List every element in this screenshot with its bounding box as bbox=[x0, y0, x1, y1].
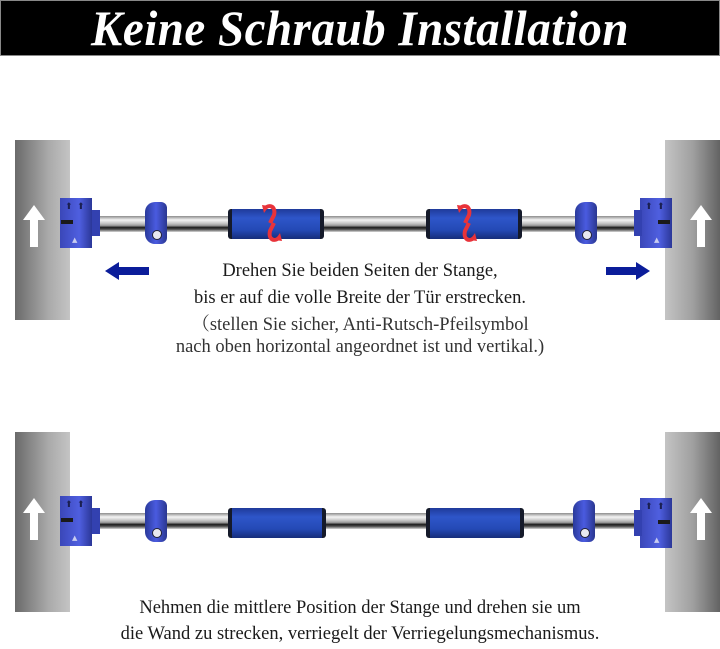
note-line-1: （stellen Sie sicher, Anti-Rutsch-Pfeilsymbol bbox=[191, 315, 529, 335]
instruction-line-2: die Wand zu strecken, verriegelt der Verriegelungsmechanismus. bbox=[120, 624, 600, 644]
up-arrow-icon bbox=[23, 205, 45, 247]
up-arrow-icon bbox=[690, 498, 712, 540]
instruction-line-1: Drehen Sie beiden Seiten der Stange, bbox=[222, 261, 498, 281]
rotate-icon bbox=[260, 203, 284, 243]
right-foam-grip bbox=[426, 508, 524, 538]
pull-up-bar-rod bbox=[95, 216, 635, 232]
title-banner bbox=[0, 0, 720, 56]
up-arrow-icon bbox=[690, 205, 712, 247]
rotate-icon bbox=[455, 203, 479, 243]
left-lock-collar bbox=[145, 202, 167, 244]
right-wall-mount: ⬆ ⬆ ▲ bbox=[640, 198, 672, 248]
left-mount-neck bbox=[92, 210, 100, 236]
page-title: Keine Schraub Installation bbox=[91, 1, 629, 57]
right-lock-collar bbox=[575, 202, 597, 244]
right-lock-collar bbox=[573, 500, 595, 542]
left-foam-grip bbox=[228, 508, 326, 538]
instruction-line-1: Nehmen die mittlere Position der Stange und drehen sie um bbox=[139, 598, 581, 618]
left-wall-mount: ⬆ ⬆ ▲ bbox=[60, 496, 92, 546]
pull-up-bar-rod bbox=[95, 513, 635, 529]
up-arrow-icon bbox=[23, 498, 45, 540]
right-mount-neck bbox=[634, 210, 642, 236]
instruction-line-2: bis er auf die volle Breite der Tür erstrecken. bbox=[193, 288, 526, 308]
left-wall-mount: ⬆ ⬆ ▲ bbox=[60, 198, 92, 248]
right-wall-mount: ⬆ ⬆ ▲ bbox=[640, 498, 672, 548]
left-lock-collar bbox=[145, 500, 167, 542]
left-mount-neck bbox=[92, 508, 100, 534]
note-line-2: nach oben horizontal angeordnet ist und vertikal.) bbox=[175, 337, 545, 357]
right-mount-neck bbox=[634, 510, 642, 536]
